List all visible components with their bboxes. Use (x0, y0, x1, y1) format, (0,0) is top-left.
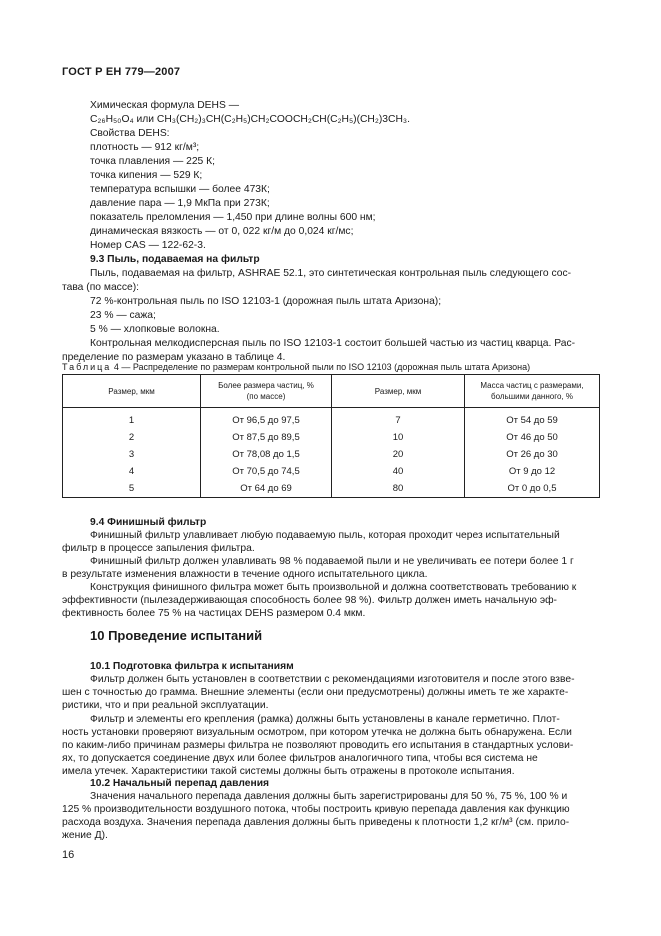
table-header-cell: Размер, мкм (332, 375, 465, 408)
paragraph-line: фильтр в процессе запыления фильтра. (62, 543, 255, 554)
property-line: показатель преломления — 1,450 при длине волны 600 нм; (90, 212, 376, 223)
paragraph-line: фективность более 75 % на частицах DEHS размером 0.4 мкм. (62, 608, 366, 619)
list-item: 72 %-контрольная пыль по ISO 12103-1 (дорожная пыль штата Аризона); (90, 296, 442, 307)
paragraph-line: жение Д). (62, 830, 108, 841)
table-cell: От 70,5 до 74,5 (201, 463, 332, 480)
paragraph-line: шен с точностью до грамма. Внешние элементы (если они предусмотрены) должны иметь те же характе- (62, 687, 569, 698)
table-cell: От 96,5 до 97,5 (201, 412, 332, 429)
table-cell: 80 (332, 480, 465, 498)
paragraph-line: Финишный фильтр должен улавливать 98 % подаваемой пыли и не увеличивать ее потери более 1 г (90, 556, 574, 567)
table-cell: От 64 до 69 (201, 480, 332, 498)
table-cell: От 9 до 12 (465, 463, 600, 480)
table-cell: От 46 до 50 (465, 429, 600, 446)
paragraph-line: ность установки проверяют визуальным осмотром, при котором утечка не должна быть обнаружена. Если (62, 727, 572, 738)
section-10-title: 10 Проведение испытаний (90, 628, 263, 643)
list-item: 5 % — хлопковые волокна. (90, 324, 220, 335)
table-cell: От 87,5 до 89,5 (201, 429, 332, 446)
paragraph-line: 125 % производительности воздушного потока, чтобы построить кривую перепада давления как функцию (62, 804, 570, 815)
table-cell: От 26 до 30 (465, 446, 600, 463)
property-line: точка кипения — 529 К; (90, 170, 203, 181)
property-line: Номер CAS — 122-62-3. (90, 240, 206, 251)
table-header-cell: Масса частиц с размерами, большими данного, % (465, 375, 600, 408)
table-header-row (63, 375, 600, 408)
properties-title: Свойства DEHS: (90, 128, 170, 139)
section-9-4-title: 9.4 Финишный фильтр (90, 517, 207, 528)
paragraph-line: по каким-либо причинам размеры фильтра не позволяют проводить его испытания в стандартных услови- (62, 740, 574, 751)
table-caption-text: 4 — Распределение по размерам контрольной пыли по ISO 12103 (дорожная пыль штата Аризона) (113, 362, 531, 372)
paragraph-line: ристики, что и при реальной эксплуатации. (62, 700, 269, 711)
table-cell: 2 (63, 429, 201, 446)
formula-label: Химическая формула DEHS — (90, 100, 239, 111)
paragraph-line: Фильтр и элементы его крепления (рамка) должны быть установлены в канале герметично. Плот- (90, 714, 560, 725)
property-line: давление пара — 1,9 МкПа при 273К; (90, 198, 270, 209)
table-cell: 7 (332, 412, 465, 429)
property-line: температура вспышки — более 473К; (90, 184, 270, 195)
section-10-2-title: 10.2 Начальный перепад давления (90, 778, 270, 789)
table-cell: От 0 до 0,5 (465, 480, 600, 498)
chemical-formula: C₂₆H₅₀O₄ или CH₃(CH₂)₃CH(C₂H₅)CH₂COOCH₂CH(C₂H₅)(CH₂)3CH₃. (90, 114, 410, 125)
table-cell: 20 (332, 446, 465, 463)
table-header-cell: Более размера частиц, % (по массе) (201, 375, 332, 408)
paragraph-line: ях, то допускается соединение двух или более фильтров аналогичного типа, чтобы вся система не (62, 753, 538, 764)
table-cell: 10 (332, 429, 465, 446)
paragraph-line: Фильтр должен быть установлен в соответствии с рекомендациями изготовителя и после этого взве- (90, 674, 575, 685)
table-row (63, 446, 600, 463)
paragraph-line: имела утечек. Характеристики такой системы должны быть отражены в протоколе испытания. (62, 766, 515, 777)
table-row (63, 463, 600, 480)
section-9-3-title: 9.3 Пыль, подаваемая на фильтр (90, 254, 260, 265)
document-header: ГОСТ Р ЕН 779—2007 (62, 66, 181, 78)
paragraph-line: в результате изменения влажности в течение одного испытательного цикла. (62, 569, 428, 580)
page-number: 16 (62, 849, 75, 861)
table-row (63, 480, 600, 498)
paragraph-line: Финишный фильтр улавливает любую подаваемую пыль, которая проходит через испытательный (90, 530, 560, 541)
paragraph-line: Конструкция финишного фильтра может быть произвольной и должна соответствовать требованию к (90, 582, 577, 593)
paragraph-line: Контрольная мелкодисперсная пыль по ISO 12103-1 состоит большей частью из частиц кварца. Рас- (90, 338, 576, 349)
table-row (63, 412, 600, 429)
property-line: плотность — 912 кг/м³; (90, 142, 200, 153)
paragraph-line: Пыль, подаваемая на фильтр, ASHRAE 52.1, это синтетическая контрольная пыль следующего сос- (90, 268, 572, 279)
table-cell: От 54 до 59 (465, 412, 600, 429)
table-cell: 3 (63, 446, 201, 463)
list-item: 23 % — сажа; (90, 310, 156, 321)
paragraph-line: расхода воздуха. Значения перепада давления должны быть приведены к плотности 1,2 кг/м³ (см. прило- (62, 817, 570, 828)
table-cell: 5 (63, 480, 201, 498)
paragraph-line: эффективности (пылезадерживающая способность более 98 %). Фильтр должен иметь начальную эф- (62, 595, 557, 606)
table-caption (62, 362, 530, 372)
section-10-1-title: 10.1 Подготовка фильтра к испытаниям (90, 661, 294, 672)
paragraph-line: тава (по массе): (62, 282, 139, 293)
table-cell: 40 (332, 463, 465, 480)
paragraph-line: Значения начального перепада давления должны быть зарегистрированы для 50 %, 75 %, 100 % и (90, 791, 568, 802)
property-line: точка плавления — 225 К; (90, 156, 215, 167)
paragraph-line: пределение по размерам указано в таблице 4. (62, 352, 286, 363)
table-caption-word: Таблица (62, 362, 112, 372)
table-cell: От 78,08 до 1,5 (201, 446, 332, 463)
table-cell: 4 (63, 463, 201, 480)
table-header-cell: Размер, мкм (63, 375, 201, 408)
property-line: динамическая вязкость — от 0, 022 кг/м до 0,024 кг/мс; (90, 226, 354, 237)
size-distribution-table (62, 374, 600, 498)
table-cell: 1 (63, 412, 201, 429)
table-row (63, 429, 600, 446)
